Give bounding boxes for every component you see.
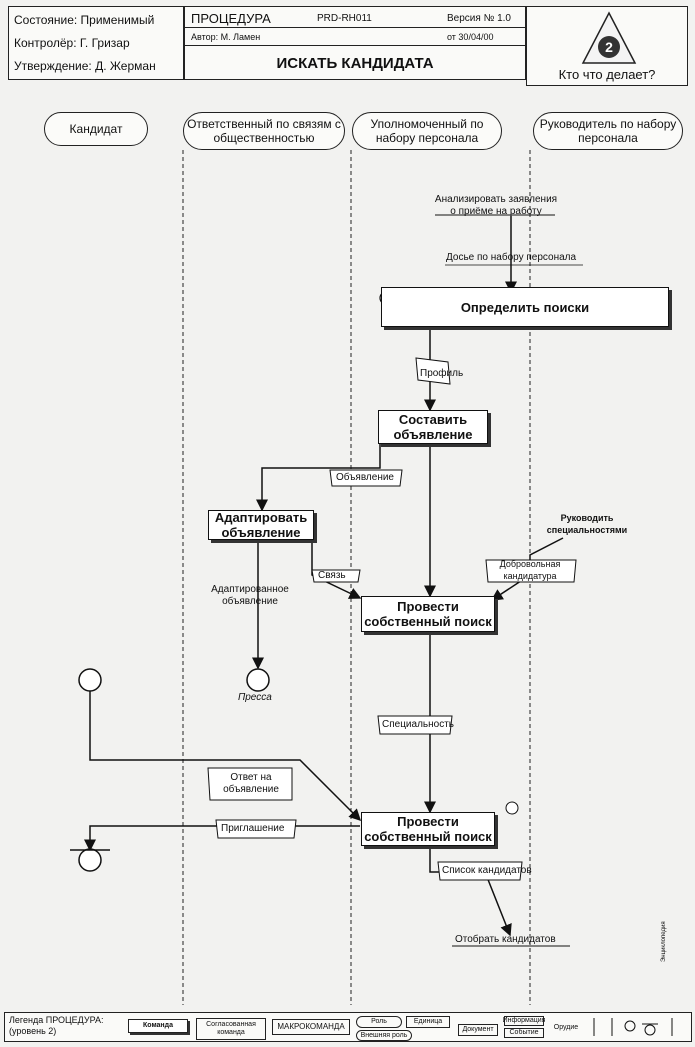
- legend-role-text: Роль: [371, 1018, 387, 1025]
- legend-agreed-text: Согласованная команда: [206, 1021, 256, 1036]
- voluntary-label: [486, 558, 574, 582]
- lane-candidate-label: Кандидат: [69, 122, 123, 136]
- legend-tool: [548, 1020, 584, 1036]
- lane-recruit-head-label: Руководитель по набору персонала: [539, 117, 677, 145]
- heads-label: [532, 512, 642, 536]
- legend-command-text: Команда: [143, 1022, 173, 1029]
- reply-text: Ответ на объявление: [223, 772, 279, 795]
- link-label: Связь: [318, 570, 346, 581]
- legend-information-text: Информация: [502, 1017, 546, 1024]
- legend-external-text: Внешняя роль: [360, 1031, 408, 1039]
- voluntary-text: Добровольная кандидатура: [499, 559, 561, 581]
- activity-own-search-1-label: Провести собственный поиск: [364, 599, 492, 629]
- legend-external-role: [356, 1030, 412, 1041]
- flow-search2-to-list: [430, 844, 510, 935]
- logo-digit: 2: [605, 39, 613, 55]
- legend-command: [128, 1019, 188, 1033]
- adapted-label: [200, 584, 300, 608]
- candidate-start-icon: [79, 669, 101, 691]
- activity-own-search-1: [361, 596, 495, 632]
- press-terminal-icon: [247, 669, 269, 691]
- legend-title: [9, 1015, 127, 1037]
- legend-document-text: Документ: [462, 1026, 494, 1033]
- status-text: Состояние: Применимый: [14, 13, 155, 27]
- doc-version: Версия № 1.0: [447, 13, 511, 24]
- flow-adapt-link: [312, 540, 360, 598]
- legend-macro-text: МАКРОКОМАНДА: [277, 1022, 345, 1031]
- legend-tool-text: Орудие: [553, 1024, 579, 1031]
- legend-title-text: Легенда ПРОЦЕДУРА: (уровень 2): [9, 1015, 104, 1036]
- candidate-end-icon: [79, 849, 101, 871]
- heads-text: Руководить специальностями: [546, 513, 628, 535]
- legend-agreed-command: [196, 1018, 266, 1040]
- activity-own-search-2: [361, 812, 495, 846]
- legend-information: [504, 1016, 544, 1026]
- activity-adapt-label: Адаптировать объявление: [214, 510, 308, 540]
- select-candidates-label: Отобрать кандидатов: [455, 934, 556, 945]
- analyze-label: [434, 194, 558, 218]
- invitation-label: Приглашение: [221, 823, 285, 834]
- analyze-text: Анализировать заявления о приёме на работу: [434, 194, 558, 217]
- dossier-label: Досье по набору персонала: [446, 252, 577, 263]
- legend-circle-1-icon: [625, 1021, 635, 1031]
- lane-recruiter-label: Уполномоченный по набору персонала: [370, 117, 484, 145]
- specialty-label: Специальность: [382, 719, 454, 730]
- legend-circle-2-icon: [645, 1025, 655, 1035]
- legend-role: [356, 1016, 402, 1028]
- activity-adapt-announcement: [208, 510, 314, 540]
- activity-define-search: [381, 287, 669, 327]
- legend-macro: [272, 1019, 350, 1035]
- legend-symbols: [586, 1014, 690, 1042]
- lane-pr-officer-label: Ответственный по связям с общественностью: [187, 117, 341, 145]
- who-does-what-label: Кто что делает?: [558, 67, 656, 82]
- announcement-label: Объявление: [336, 472, 394, 483]
- activity-compose-announcement: [378, 410, 488, 444]
- activity-own-search-2-label: Провести собственный поиск: [364, 814, 492, 844]
- activity-compose-label: Составить объявление: [393, 412, 473, 442]
- magnifier-icon: [506, 802, 518, 814]
- candidate-list-label: Список кандидатов: [442, 865, 532, 876]
- doc-author: Автор: М. Ламен: [191, 32, 261, 42]
- doc-type: ПРОЦЕДУРА: [191, 11, 271, 26]
- activity-define-search-label: Определить поиски: [460, 299, 590, 315]
- legend-document: [458, 1024, 498, 1036]
- legend-event-text: Событие: [509, 1029, 539, 1036]
- legend-unit: [406, 1016, 450, 1028]
- reply-label: [210, 772, 292, 796]
- footnote-label: Энциклопедия: [661, 921, 667, 962]
- adapted-text: Адаптированное объявление: [211, 584, 289, 607]
- legend-event: [504, 1028, 544, 1038]
- profile-label: Профиль: [420, 368, 464, 379]
- legend-unit-text: Единица: [413, 1018, 443, 1025]
- doc-code: PRD-RH011: [317, 13, 372, 24]
- doc-date: от 30/04/00: [447, 32, 494, 42]
- press-label: Пресса: [238, 692, 272, 703]
- page-title: ИСКАТЬ КАНДИДАТА: [276, 55, 434, 72]
- controller-text: Контролёр: Г. Гризар: [14, 36, 130, 50]
- approval-text: Утверждение: Д. Жерман: [14, 59, 156, 73]
